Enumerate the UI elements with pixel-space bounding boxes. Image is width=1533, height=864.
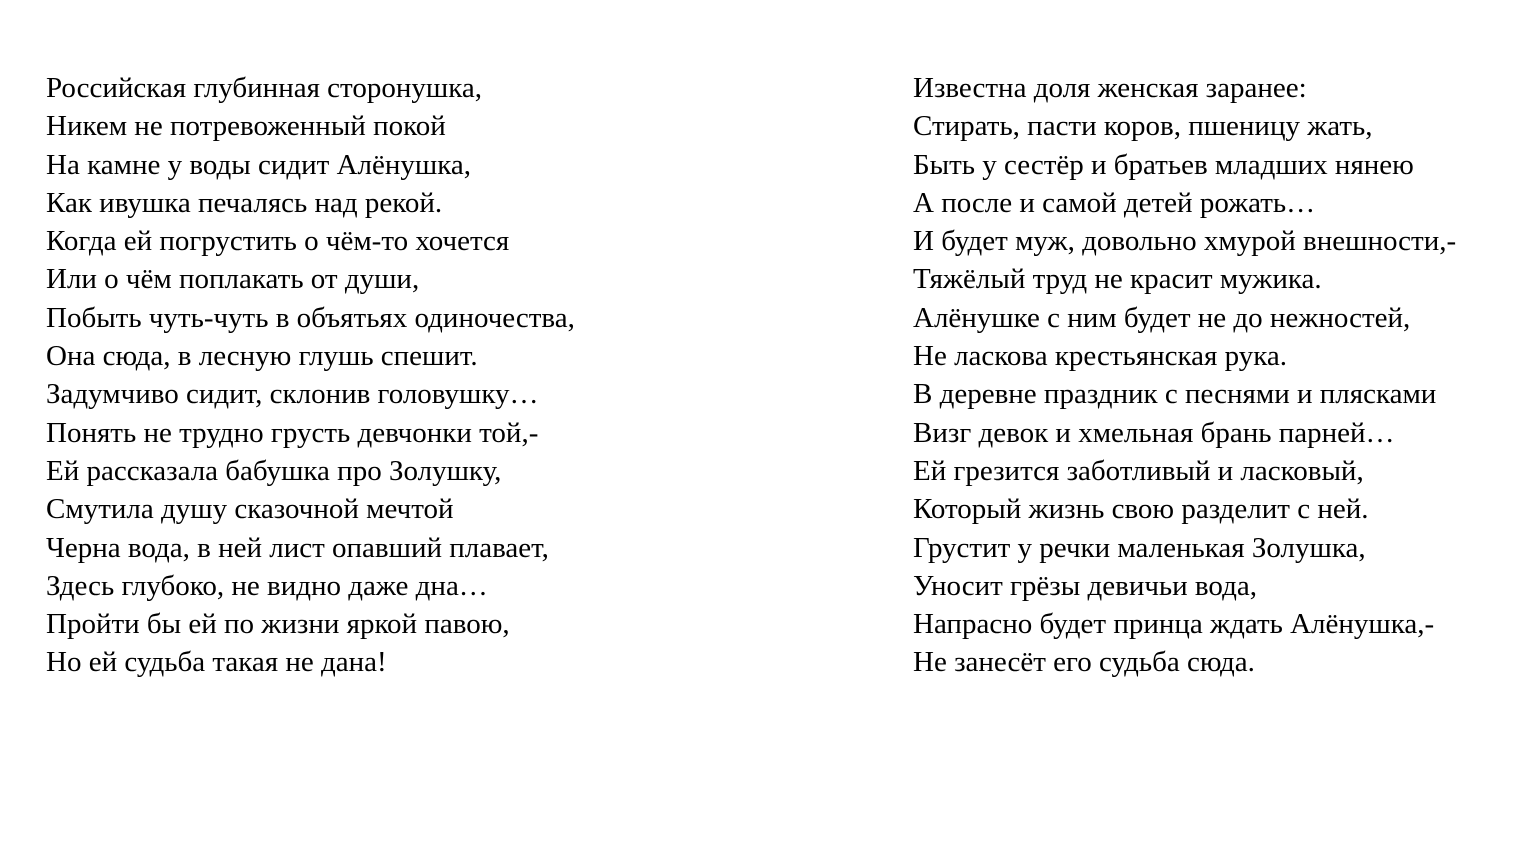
poem-line: Но ей судьба такая не дана! bbox=[46, 646, 387, 679]
poem-line: Не ласкова крестьянская рука. bbox=[913, 340, 1288, 373]
poem-line: На камне у воды сидит Алёнушка, bbox=[46, 148, 471, 181]
poem-line: Никем не потревоженный покой bbox=[46, 110, 446, 143]
poem-line: Быть у сестёр и братьев младших нянею bbox=[913, 148, 1414, 181]
poem-line: Черна вода, в ней лист опавший плавает, bbox=[46, 531, 549, 564]
poem-line: В деревне праздник с песнями и плясками bbox=[913, 378, 1437, 411]
poem-line: Смутила душу сказочной мечтой bbox=[46, 493, 454, 526]
poem-line: Российская глубинная сторонушка, bbox=[46, 72, 482, 104]
poem-line: Напрасно будет принца ждать Алёнушка,- bbox=[913, 608, 1435, 641]
poem-line: Стирать, пасти коров, пшеницу жать, bbox=[913, 110, 1373, 143]
poem-line: Побыть чуть-чуть в объятьях одиночества, bbox=[46, 301, 575, 334]
poem-line: Ей грезится заботливый и ласковый, bbox=[913, 454, 1364, 487]
poem-line: Ей рассказала бабушка про Золушку, bbox=[46, 454, 502, 487]
poem-line: Задумчиво сидит, склонив головушку… bbox=[46, 378, 539, 411]
poem-line: А после и самой детей рожать… bbox=[913, 186, 1316, 219]
poem-line: Как ивушка печалясь над рекой. bbox=[46, 186, 443, 219]
poem-line: Здесь глубоко, не видно даже дна… bbox=[46, 569, 488, 602]
poem-right-column bbox=[913, 69, 1528, 682]
poem-line: Известна доля женская заранее: bbox=[913, 72, 1307, 104]
poem-left-column bbox=[46, 69, 575, 682]
poem-line: Когда ей погрустить о чём-то хочется bbox=[46, 225, 510, 258]
poem-line: Визг девок и хмельная брань парней… bbox=[913, 416, 1395, 449]
poem-line: И будет муж, довольно хмурой внешности,- bbox=[913, 225, 1457, 258]
poem-line: Не занесёт его судьба сюда. bbox=[913, 646, 1255, 679]
poem-line: Тяжёлый труд не красит мужика. bbox=[913, 263, 1322, 296]
poem-line: Алёнушке с ним будет не до нежностей, bbox=[913, 301, 1411, 334]
poem-line: Грустит у речки маленькая Золушка, bbox=[913, 531, 1366, 564]
poem-line: Уносит грёзы девичьи вода, bbox=[913, 569, 1257, 602]
poem-line: Пройти бы ей по жизни яркой павою, bbox=[46, 608, 510, 641]
poem-line: Который жизнь свою разделит с ней. bbox=[913, 493, 1369, 526]
poem-line: Или о чём поплакать от души, bbox=[46, 263, 420, 296]
poem-line: Понять не трудно грусть девчонки той,- bbox=[46, 416, 539, 449]
poem-line: Она сюда, в лесную глушь спешит. bbox=[46, 340, 478, 373]
